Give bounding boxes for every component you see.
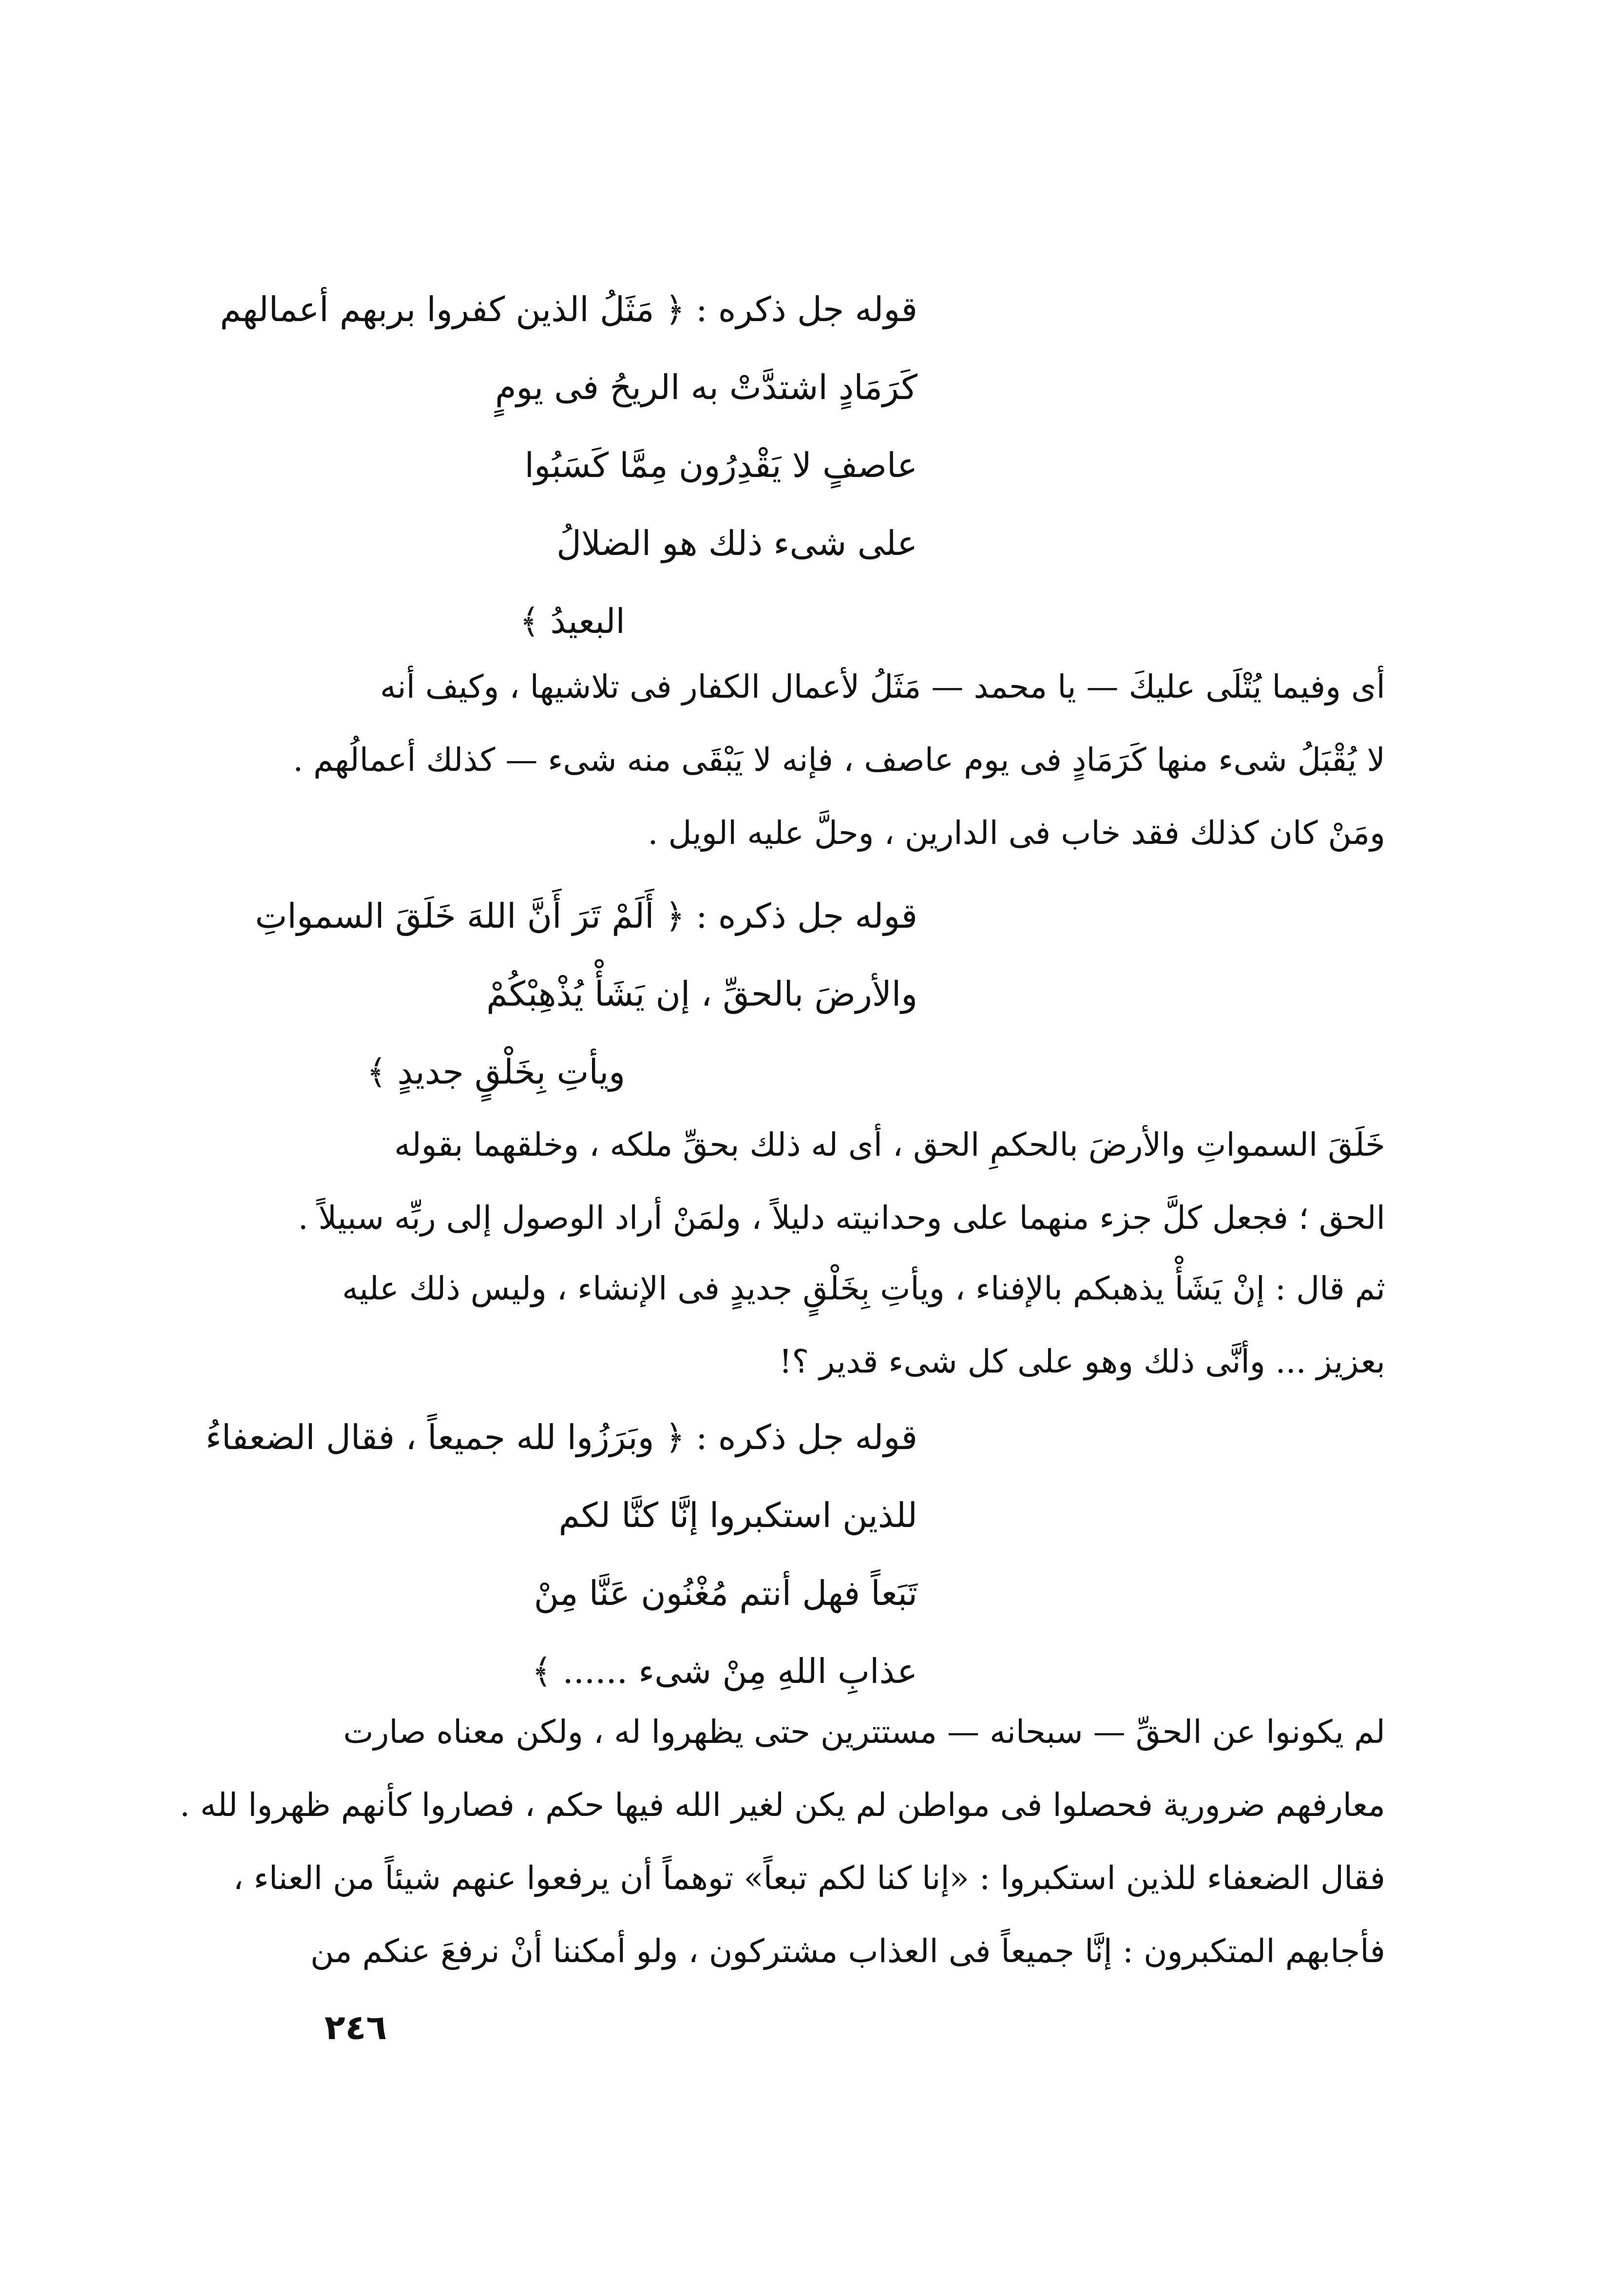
- verse-block-1: [220, 270, 917, 660]
- paragraph-line: بعزيز ... وأنَّى ذلك وهو على كل شىء قدير ؟!: [779, 1343, 1385, 1380]
- verse-line: والأرضَ بالحقِّ ، إن يَشَأْ يُذْهِبْكُمْ: [486, 974, 917, 1014]
- verse-line: ويأتِ بِخَلْقٍ جديدٍ ﴾: [366, 1052, 625, 1092]
- paragraph-line: الحق ؛ فجعل كلَّ جزء منهما على وحدانيته دليلاً ، ولمَنْ أراد الوصول إلى ربِّه سبيلاً .: [298, 1199, 1385, 1237]
- verse-block-3: [205, 1398, 917, 1710]
- verse-line: البعيدُ ﴾: [519, 601, 625, 641]
- verse-line: على شىء ذلك هو الضلالُ: [556, 523, 917, 563]
- paragraph-line: ومَنْ كان كذلك فقد خاب فى الدارين ، وحلَّ عليه الويل .: [648, 814, 1385, 852]
- paragraph-line: فقال الضعفاء للذين استكبروا : «إنا كنا لكم تبعاً» توهماً أن يرفعوا عنهم شيئاً من العناء ،: [233, 1859, 1385, 1897]
- verse-line: كَرَمَادٍ اشتدَّتْ به الريحُ فى يومٍ: [495, 367, 917, 407]
- verse-line: عذابِ اللهِ مِنْ شىء ...... ﴾: [532, 1651, 917, 1691]
- paragraph-line: خَلَقَ السمواتِ والأرضَ بالحكمِ الحق ، أى له ذلك بحقِّ ملكه ، وخلقهما بقوله: [394, 1126, 1385, 1164]
- verse-line: قوله جل ذكره : ﴿ مَثَلُ الذين كفروا بربهم أعمالهم: [220, 289, 917, 329]
- verse-line: تَبَعاً فهل أنتم مُغْنُون عَنَّا مِنْ: [534, 1573, 917, 1613]
- commentary-paragraph-3: [250, 1252, 1385, 1398]
- page-number: ٢٤٦: [324, 2007, 387, 2047]
- commentary-paragraph-1: [250, 650, 1385, 870]
- verse-line: عاصفٍ لا يَقْدِرُون مِمَّا كَسَبُوا: [524, 445, 917, 485]
- paragraph-line: فأجابهم المتكبرون : إنَّا جميعاً فى العذاب مشتركون ، ولو أمكننا أنْ نرفعَ عنكم من: [310, 1932, 1385, 1970]
- verse-block-2: [235, 877, 917, 1111]
- verse-line: للذين استكبروا إنَّا كنَّا لكم: [558, 1495, 917, 1535]
- paragraph-line: معارفهم ضرورية فحصلوا فى مواطن لم يكن لغير الله فيها حكم ، فصاروا كأنهم ظهروا لله .: [179, 1786, 1385, 1824]
- paragraph-line: لم يكونوا عن الحقِّ — سبحانه — مستترين حتى يظهروا له ، ولكن معناه صارت: [343, 1713, 1385, 1751]
- verse-line: قوله جل ذكره : ﴿ أَلَمْ تَرَ أَنَّ اللهَ خَلَقَ السمواتِ: [255, 896, 917, 936]
- paragraph-line: ثم قال : إنْ يَشَأْ يذهبكم بالإفناء ، ويأتِ بِخَلْقٍ جديدٍ فى الإنشاء ، وليس ذلك عليه: [342, 1270, 1385, 1307]
- commentary-paragraph-2: [250, 1108, 1385, 1255]
- verse-line: قوله جل ذكره : ﴿ وبَرَزُوا لله جميعاً ، فقال الضعفاءُ: [205, 1417, 917, 1457]
- paragraph-line: لا يُقْبَلُ شىء منها كَرَمَادٍ فى يوم عاصف ، فإنه لا يَبْقَى منه شىء — كذلك أعمالُهم .: [293, 741, 1385, 779]
- paragraph-line: أى وفيما يُتْلَى عليكَ — يا محمد — مَثَلُ لأعمال الكفار فى تلاشيها ، وكيف أنه: [380, 668, 1385, 706]
- commentary-paragraph-4: [179, 1696, 1385, 1988]
